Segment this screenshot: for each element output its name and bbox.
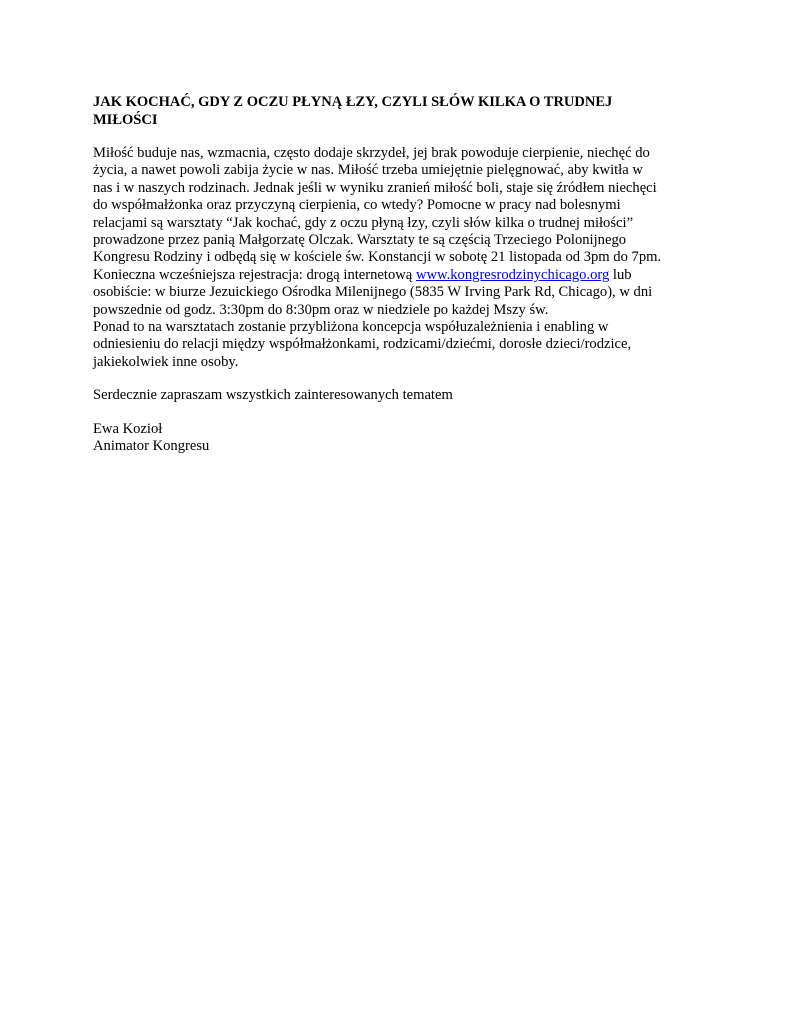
body-line: Miłość buduje nas, wzmacnia, często dodaje skrzydeł, jej brak powoduje cierpienie, niechęć do [93,145,650,161]
body-line: osobiście: w biurze Jezuickiego Ośrodka Milenijnego (5835 W Irving Park Rd, Chicago), w dni [93,284,653,301]
body-line: Kongresu Rodziny i odbędą się w kościele św. Konstancji w sobotę 21 listopada od 3pm do 7pm. [93,249,662,266]
body-line: jakiekolwiek inne osoby. [93,353,239,370]
body-line: odniesieniu do relacji między współmałżonkami, rodzicami/dziećmi, dorosłe dzieci/rodzice, [93,336,632,353]
signature-role: Animator Kongresu [93,438,210,455]
document-page [93,93,713,472]
body-paragraph [93,145,713,371]
body-line: życia, a nawet powoli zabija życie w nas. Miłość trzeba umiejętnie pielęgnować, aby kwitła w [93,162,643,179]
registration-text-suffix: lub [609,266,632,283]
document-title [93,93,713,129]
invitation-paragraph [93,387,713,404]
body-line-registration [93,267,713,284]
registration-text: Konieczna wcześniejsza rejestracja: drogą internetową [93,266,416,283]
body-line: relacjami są warsztaty “Jak kochać, gdy z oczu płyną łzy, czyli słów kilka o trudnej miłości” [93,214,634,231]
title-line: JAK KOCHAĆ, GDY Z OCZU PŁYNĄ ŁZY, CZYLI SŁÓW KILKA O TRUDNEJ [93,94,613,110]
body-line: Ponad to na warsztatach zostanie przybliżona koncepcja współuzależnienia i enabling w [93,319,609,336]
signature-block [93,421,713,456]
body-line: nas i w naszych rodzinach. Jednak jeśli w wyniku zranień miłość boli, staje się źródłem niechęci [93,179,657,196]
body-line: powszednie od godz. 3:30pm do 8:30pm oraz w niedziele po każdej Mszy św. [93,301,549,318]
invitation-text: Serdecznie zapraszam wszystkich zainteresowanych tematem [93,387,453,404]
signature-name: Ewa Kozioł [93,420,163,437]
body-line: prowadzone przez panią Małgorzatę Olczak. Warsztaty te są częścią Trzeciego Polonijnego [93,232,627,249]
congress-website-link[interactable]: www.kongresrodzinychicago.org [415,266,610,283]
title-line: MIŁOŚCI [93,112,158,128]
body-line: do współmałżonka oraz przyczyną cierpienia, co wtedy? Pomocne w pracy nad bolesnymi [93,197,621,214]
